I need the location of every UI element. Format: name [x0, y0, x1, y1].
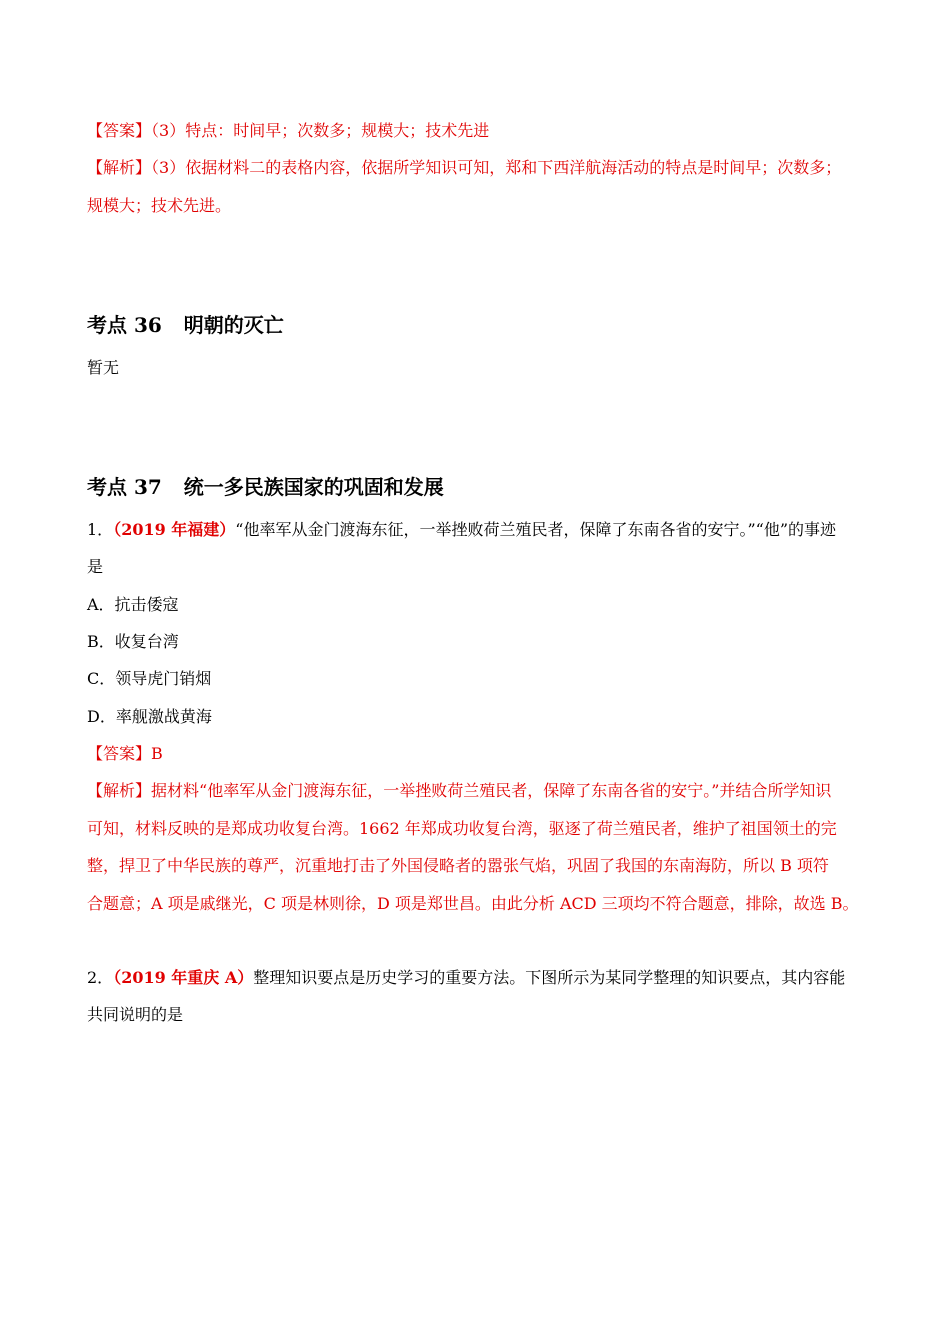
analysis-line-1	[87, 157, 877, 179]
q1-analysis-line-3: 整，捍卫了中华民族的尊严，沉重地打击了外国侵略者的嚣张气焰，巩固了我国的东南海防，所以 B 项符	[87, 856, 829, 875]
q1-analysis-line-2: 可知，材料反映的是郑成功收复台湾。1662 年郑成功收复台湾，驱逐了荷兰殖民者，维护了祖国领土的完	[87, 819, 837, 838]
q1-answer-label: 【答案】	[87, 744, 152, 763]
section-36-body: 暂无	[87, 358, 120, 377]
q2-stem-text-1: 整理知识要点是历史学习的重要方法。下图所示为某同学整理的知识要点，其内容能	[253, 968, 846, 987]
section-36-title: 明朝的灭亡	[183, 313, 284, 337]
q1-option-a: A．抗击倭寇	[87, 595, 179, 614]
q1-analysis-label: 【解析】	[87, 781, 152, 800]
q1-analysis-line-4: 合题意；A 项是戚继光，C 项是林则徐，D 项是郑世昌。由此分析 ACD 三项均不符合题意，排除，故选 B。	[87, 894, 859, 913]
analysis-text-2: 规模大；技术先进。	[87, 196, 232, 215]
q1-stem-line-1	[87, 519, 877, 541]
analysis-line-2	[87, 195, 877, 217]
answer-line	[87, 120, 877, 142]
section-37-number: 考点 37	[87, 475, 162, 499]
q2-stem-line-1	[87, 967, 877, 989]
q2-stem-line-2: 共同说明的是	[87, 1005, 184, 1024]
q1-stem-text-1: “他率军从金门渡海东征，一举挫败荷兰殖民者，保障了东南各省的安宁。”“他”的事迹	[235, 520, 837, 539]
answer-label: 【答案】	[87, 121, 152, 140]
q1-option-b: B．收复台湾	[87, 632, 179, 651]
q2-source: （2019 年重庆 A）	[113, 968, 254, 987]
q2-number: 2．	[87, 968, 114, 987]
answer-text: （3）特点：时间早；次数多；规模大；技术先进	[151, 121, 490, 140]
q1-stem-line-2: 是	[87, 557, 104, 576]
q1-analysis-text-1: 据材料“他率军从金门渡海东征，一举挫败荷兰殖民者，保障了东南各省的安宁。”并结合所学知识	[151, 781, 832, 800]
analysis-label: 【解析】	[87, 158, 152, 177]
q1-number: 1．	[87, 520, 114, 539]
q1-analysis-line-1	[87, 780, 877, 802]
section-36-number: 考点 36	[87, 313, 162, 337]
section-37-title: 统一多民族国家的巩固和发展	[183, 475, 444, 499]
q1-option-d: D．率舰激战黄海	[87, 707, 212, 726]
q1-answer-value: B	[151, 744, 163, 763]
q1-option-c: C．领导虎门销烟	[87, 669, 212, 688]
section-36-heading	[87, 311, 284, 339]
q1-source: （2019 年福建）	[113, 520, 236, 539]
q1-answer-line	[87, 743, 877, 765]
analysis-text-1: （3）依据材料二的表格内容，依据所学知识可知，郑和下西洋航海活动的特点是时间早；次数多；	[151, 158, 842, 177]
section-37-heading	[87, 473, 444, 501]
